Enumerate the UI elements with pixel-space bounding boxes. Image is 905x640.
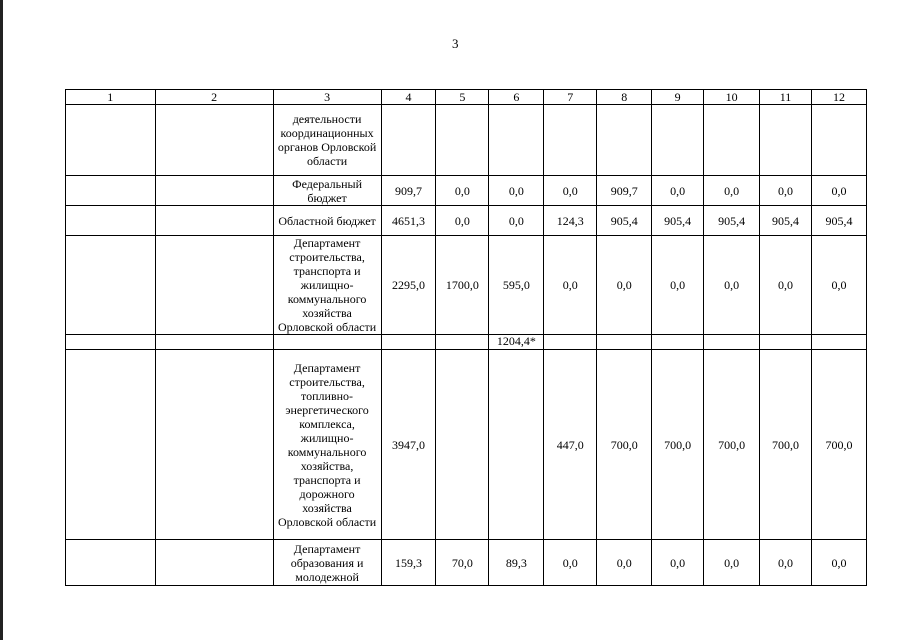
table-cell: 905,4: [597, 206, 652, 236]
table-cell: [155, 335, 273, 350]
table-cell: 905,4: [652, 206, 704, 236]
table-cell: [760, 105, 812, 176]
table-cell: 0,0: [544, 236, 597, 335]
table-body: [66, 90, 867, 586]
budget-table: [65, 89, 867, 586]
table-cell: [436, 105, 489, 176]
table-cell: 0,0: [704, 236, 760, 335]
table-cell: [652, 335, 704, 350]
table-cell: 0,0: [436, 176, 489, 206]
table-cell: 700,0: [704, 350, 760, 540]
table-cell: 905,4: [760, 206, 812, 236]
table-cell: 905,4: [811, 206, 866, 236]
table-cell: [66, 206, 156, 236]
table-cell: [155, 350, 273, 540]
column-header: 10: [704, 90, 760, 105]
table-cell: 0,0: [760, 236, 812, 335]
table-cell-name: Областной бюджет: [273, 206, 381, 236]
column-header: 4: [381, 90, 436, 105]
table-cell: 0,0: [436, 206, 489, 236]
table-cell-name: [273, 335, 381, 350]
table-cell: 1700,0: [436, 236, 489, 335]
table-cell: 595,0: [489, 236, 544, 335]
table-cell-name: Федеральный бюджет: [273, 176, 381, 206]
table-cell: [544, 335, 597, 350]
column-header: 12: [811, 90, 866, 105]
table-cell: [811, 105, 866, 176]
table-cell: 700,0: [652, 350, 704, 540]
table-cell: 0,0: [489, 206, 544, 236]
table-cell: 0,0: [704, 540, 760, 586]
table-cell: [436, 350, 489, 540]
table-cell-name: деятельности координационных органов Орловской области: [273, 105, 381, 176]
table-cell: 0,0: [760, 540, 812, 586]
page-left-edge: [0, 0, 3, 640]
column-header: 8: [597, 90, 652, 105]
column-header: 6: [489, 90, 544, 105]
table-cell: [704, 335, 760, 350]
table-cell: 3947,0: [381, 350, 436, 540]
table-cell: 124,3: [544, 206, 597, 236]
table-cell: 0,0: [652, 540, 704, 586]
column-header: 11: [760, 90, 812, 105]
page-number: 3: [452, 36, 459, 51]
table-cell: [155, 540, 273, 586]
table-cell-name: Департамент образования и молодежной: [273, 540, 381, 586]
table-cell: 700,0: [811, 350, 866, 540]
table-cell: [66, 540, 156, 586]
table-cell: 159,3: [381, 540, 436, 586]
table-cell: [66, 335, 156, 350]
table-cell: 909,7: [597, 176, 652, 206]
table-cell: [155, 236, 273, 335]
table-cell: 70,0: [436, 540, 489, 586]
table-cell: 0,0: [760, 176, 812, 206]
table-cell: [489, 350, 544, 540]
table-cell: 700,0: [597, 350, 652, 540]
table-cell: [597, 335, 652, 350]
table-row: [66, 350, 867, 540]
table-cell: [66, 176, 156, 206]
table-cell: [381, 105, 436, 176]
column-header: 1: [66, 90, 156, 105]
table-cell: 89,3: [489, 540, 544, 586]
table-cell: 700,0: [760, 350, 812, 540]
column-header: 2: [155, 90, 273, 105]
table-cell: 0,0: [489, 176, 544, 206]
table-cell: [489, 105, 544, 176]
table-cell: 905,4: [704, 206, 760, 236]
table-cell: [436, 335, 489, 350]
table-cell: 4651,3: [381, 206, 436, 236]
table-cell: 0,0: [811, 540, 866, 586]
table-cell: [155, 176, 273, 206]
table-cell-name: Департамент строительства, транспорта и жилищно-коммунального хозяйства Орловской области: [273, 236, 381, 335]
table-cell: [155, 206, 273, 236]
table-cell: 0,0: [811, 236, 866, 335]
table-cell: 0,0: [597, 540, 652, 586]
table-row: [66, 206, 867, 236]
table-cell: [544, 105, 597, 176]
table-cell: 0,0: [811, 176, 866, 206]
table-cell: 0,0: [544, 540, 597, 586]
table-cell-name: Департамент строительства, топливно-энергетического комплекса, жилищно-коммунального хозяйства, транспорта и дорожного хозяйства Орловской области: [273, 350, 381, 540]
table-cell: [704, 105, 760, 176]
table-row: [66, 236, 867, 335]
table-cell: 1204,4*: [489, 335, 544, 350]
table-row: [66, 105, 867, 176]
table-cell: 2295,0: [381, 236, 436, 335]
table-row: [66, 335, 867, 350]
table-cell: [66, 236, 156, 335]
column-header: 7: [544, 90, 597, 105]
column-header: 3: [273, 90, 381, 105]
table-cell: [652, 105, 704, 176]
table-cell: 0,0: [652, 176, 704, 206]
table-cell: 0,0: [704, 176, 760, 206]
column-header: 5: [436, 90, 489, 105]
table-header-row: [66, 90, 867, 105]
table-cell: 0,0: [652, 236, 704, 335]
table-cell: [66, 105, 156, 176]
table-cell: 447,0: [544, 350, 597, 540]
table-cell: 0,0: [597, 236, 652, 335]
table-cell: [760, 335, 812, 350]
table-cell: [381, 335, 436, 350]
table-cell: [66, 350, 156, 540]
table-cell: 0,0: [544, 176, 597, 206]
table-cell: [811, 335, 866, 350]
table-row: [66, 176, 867, 206]
column-header: 9: [652, 90, 704, 105]
table-cell: 909,7: [381, 176, 436, 206]
table-cell: [597, 105, 652, 176]
table-row: [66, 540, 867, 586]
table-cell: [155, 105, 273, 176]
